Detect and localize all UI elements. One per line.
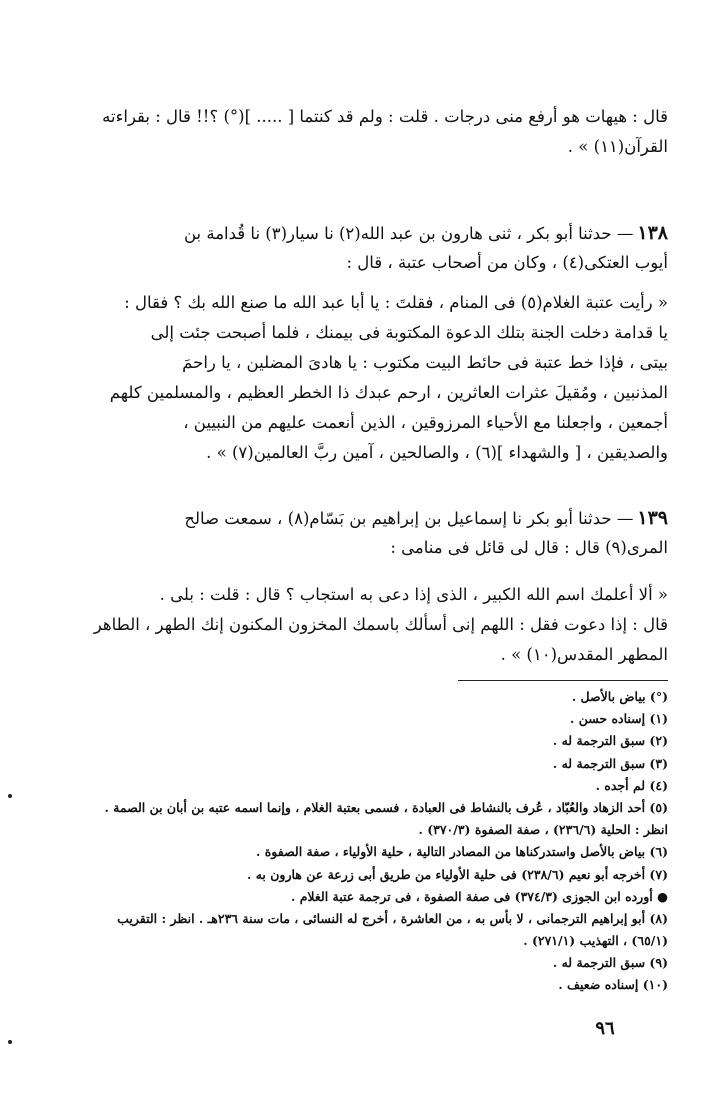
text-line: والصديقين ، [ والشهداء ](٦) ، والصالحين ، آمين ربَّ العالمين(٧) » . <box>206 443 668 462</box>
scan-mark <box>8 794 12 798</box>
footnote-divider <box>458 680 668 681</box>
hadith-number: ١٣٩ <box>637 507 668 529</box>
text-line: يا قدامة دخلت الجنة بتلك الدعوة المكتوبة فى بيمنك ، فلما أصبحت جئت إلى <box>150 323 668 342</box>
footnote: (٧) أخرجه أبو نعيم (٢٣٨/٦) فى حلية الأولياء من طريق أبى زرعة عن هارون به . <box>247 866 668 882</box>
scan-mark <box>8 1040 12 1044</box>
text-line <box>58 503 668 533</box>
hadith-139-text <box>58 580 668 670</box>
text-line <box>58 218 668 248</box>
text-line: « رأيت عتبة الغلام(٥) فى المنام ، فقلتَ : يا أبا عبد الله ما صنع الله بك ؟ فقال : <box>124 293 668 312</box>
text-line: المرى(٩) قال : قال لى قائل فى منامى : <box>390 538 668 557</box>
text-line: المذنبين ، ومُقيلَ عثرات العاثرين ، ارحم عبدك ذا الخطر العظيم ، والمسلمين كلهم <box>109 383 668 402</box>
footnote: (٤) لم أجده . <box>595 777 668 793</box>
footnote: (٦٥/١) ، التهذيب (٢٧١/١) . <box>523 933 668 949</box>
text-line-rest: — حدثنا أبو بكر نا إسماعيل بن إبراهيم بن بَسّام(٨) ، سمعت صالح <box>184 509 634 528</box>
footnote: (٥) أحد الزهاد والعُبّاد ، عُرف بالنشاط فى العبادة ، فسمى بعتبة الغلام ، وإنما اسمه عتبه بن أبان بن الصمة . <box>104 799 668 815</box>
page-number: ٩٦ <box>595 1018 615 1039</box>
footnote: (٨) أبو إبراهيم الترجمانى ، لا بأس به ، من العاشرة ، أخرج له النسائى ، مات سنة ٢٣٦هـ . انظر : التقريب <box>117 910 668 926</box>
hadith-138-text <box>58 288 668 468</box>
text-line: أجمعين ، واجعلنا مع الأحياء المرزوقين ، الذين أنعمت عليهم من النبيين ، <box>183 413 668 432</box>
footnotes <box>40 686 668 997</box>
text-line-rest: — حدثنا أبو بكر ، ثنى هارون بن عبد الله(٢) نا سيار(٣) نا قُدامة بن <box>183 224 634 243</box>
footnote: (١) إسناده حسن . <box>570 711 668 727</box>
hadith-number: ١٣٨ <box>637 222 668 244</box>
footnote: (٣) سبق الترجمة له . <box>552 755 668 771</box>
text-line: أيوب العتكى(٤) ، وكان من أصحاب عتبة ، قال : <box>346 253 668 272</box>
text-line: بيتى ، فإذا خط عتبة فى حائط البيت مكتوب : يا هادىَ المضلين ، يا راحمَ <box>182 353 668 372</box>
intro-paragraph <box>58 102 668 162</box>
footnote: انظر : الحلية (٢٣٦/٦) ، صفة الصفوة (٣٧٠/٣) . <box>418 822 668 838</box>
hadith-138-isnad <box>58 218 668 278</box>
text-line: القرآن(١١) » . <box>567 137 668 156</box>
hadith-139-isnad <box>58 503 668 563</box>
text-line: « ألا أعلمك اسم الله الكبير ، الذى إذا دعى به استجاب ؟ قال : قلت : بلى . <box>159 585 668 604</box>
footnote: (°) بياض بالأصل . <box>571 689 668 704</box>
text-line: المطهر المقدس(١٠) » . <box>500 645 668 664</box>
footnote: (٦) بياض بالأصل واستدركناها من المصادر التالية ، حلية الأولياء ، صفة الصفوة . <box>256 844 668 860</box>
footnote: ● أورده ابن الجوزى (٣٧٤/٣) فى صفة الصفوة ، فى ترجمة عتبة الغلام . <box>290 888 668 904</box>
text-line: قال : إذا دعوت فقل : اللهم إنى أسألك باسمك المخزون المكنون إنك الطهر ، الطاهر <box>93 615 668 634</box>
footnote: (٩) سبق الترجمة له . <box>552 955 668 971</box>
footnote: (٢) سبق الترجمة له . <box>552 733 668 749</box>
footnote: (١٠) إسناده ضعيف . <box>558 977 668 993</box>
text-line: قال : هيهات هو أرفع منى درجات . قلت : ولم قد كنتما [ ..... ](°) ؟!! قال : بقراءته <box>102 107 668 126</box>
